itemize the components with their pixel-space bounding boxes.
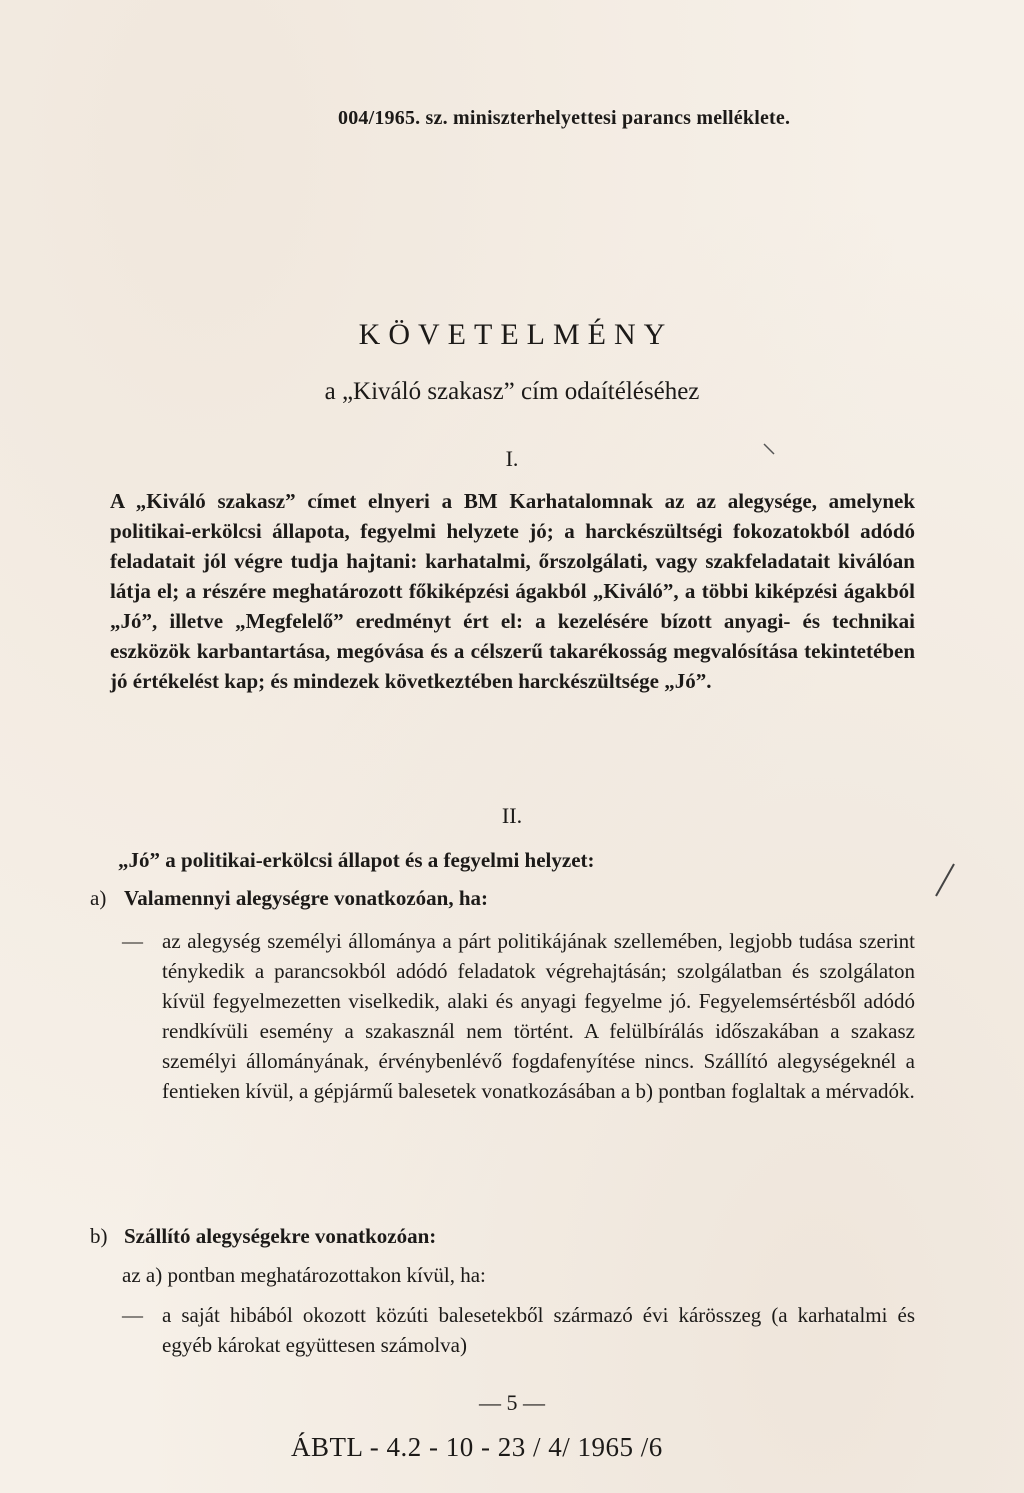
item-b-heading: Szállító alegységekre vonatkozóan: [124,1224,437,1248]
archive-reference: ÁBTL - 4.2 - 10 - 23 / 4/ 1965 /6 [291,1432,663,1462]
item-a-dash: — [122,929,143,953]
section-2-heading: „Jó” a politikai-erkölcsi állapot és a fegyelmi helyzet: [118,848,595,872]
pen-mark [930,860,960,900]
item-a-heading: Valamennyi alegységre vonatkozóan, ha: [124,886,489,910]
pen-tick-mark [760,440,780,460]
item-b-label: b) [90,1224,108,1248]
item-b-dash: — [122,1303,143,1327]
section-1-text: A „Kiváló szakasz” címet elnyeri a BM Karhatalomnak az az alegysége, amelynek politikai-erkölcsi állapota, fegyelmi helyzete jó; a harckészültségi fokozatokból adódó feladatait jól végre tudja hajtani: karhatalmi, őrszolgálati, vagy szakfeladatait kiválóan látja el; a részére meghatározott főkiképzési ágakból „Kiváló”, a többi kiképzési ágakból „Jó”, illetve „Megfelelő” eredményt ért el: a kezelésére bízott anyagi- és technikai eszközök karbantartása, megóvása és a célszerű takarékosság megvalósítása tekintetében jó értékelést kap; és mindezek következtében harckészültsége „Jó”. [110,489,915,693]
document-title: KÖVETELMÉNY [358,318,674,351]
document-subtitle: a „Kiváló szakasz” cím odaítéléséhez [324,378,700,405]
item-a-label: a) [90,886,107,910]
page-number: — 5 — [479,1390,545,1415]
header-note: 004/1965. sz. miniszterhelyettesi parancs melléklete. [338,107,791,129]
section-1-paragraph [110,486,915,696]
item-b-intro: az a) pontban meghatározottakon kívül, ha: [122,1263,486,1287]
item-b-text: a saját hibából okozott közúti balesetekből származó évi kárösszeg (a karhatalmi és egyéb károkat együttesen számolva) [162,1303,915,1357]
item-a-text: az alegység személyi állománya a párt politikájának szellemében, legjobb tudása szerint ténykedik a parancsokból adódó feladatok végrehajtásán; szolgálatban és szolgálaton kívül fegyelmezetten viselkedik, alaki és anyagi fegyelme jó. Fegyelemsértésből adódó rendkívüli esemény a szakasznál nem történt. A felülbírálás időszakában a szakasz személyi állományának, érvénybenlévő fogdafenyítése nincs. Szállító alegységeknél a fentieken kívül, a gépjármű balesetek vonatkozásában a b) pontban foglaltak a mérvadók. [162,929,915,1103]
section-number-1: I. [505,446,519,471]
section-number-2: II. [501,803,523,828]
